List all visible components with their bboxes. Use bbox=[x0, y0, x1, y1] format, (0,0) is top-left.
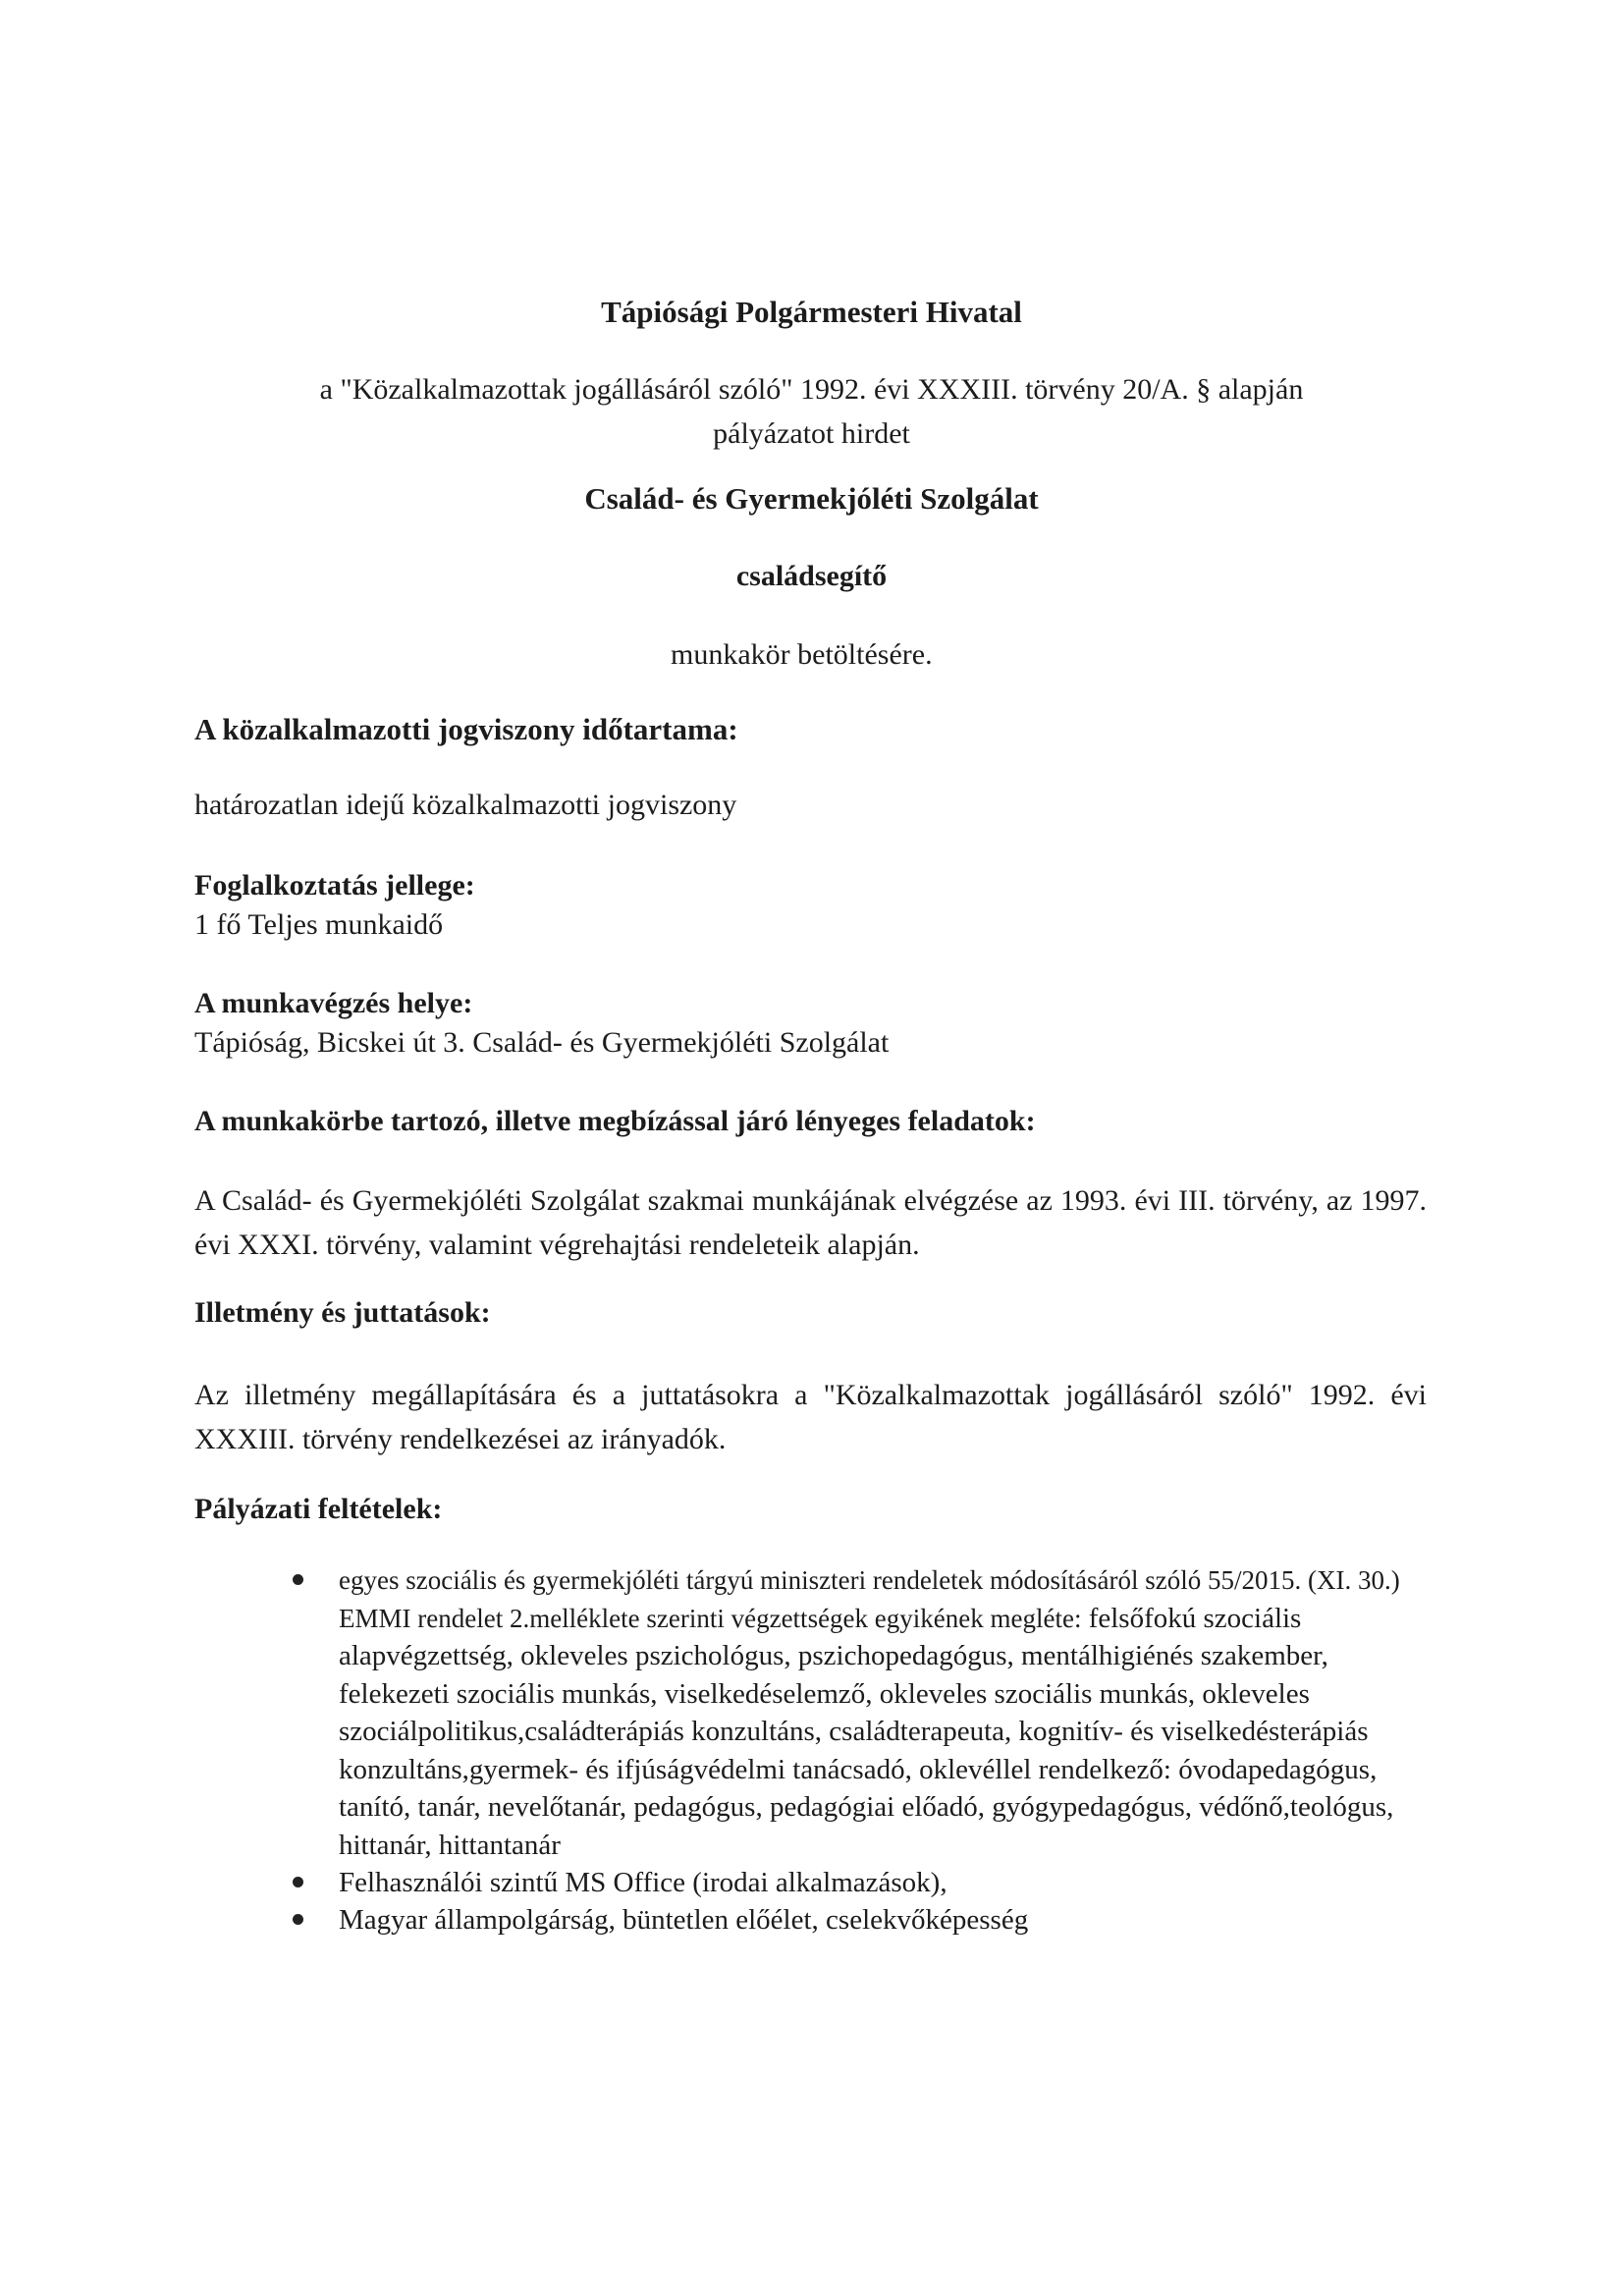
list-item bbox=[339, 1864, 1443, 1901]
organization-name: Család- és Gyermekjóléti Szolgálat bbox=[584, 481, 1039, 516]
employment-value: 1 fő Teljes munkaidő bbox=[194, 908, 444, 941]
list-item bbox=[339, 1561, 1443, 1864]
duration-value: határozatlan idejű közalkalmazotti jogviszony bbox=[194, 789, 737, 821]
tasks-heading: A munkakörbe tartozó, illetve megbízással járó lényeges feladatok: bbox=[194, 1105, 1036, 1137]
position-name: családsegítő bbox=[735, 560, 888, 592]
bullet-icon bbox=[293, 1914, 303, 1925]
intro-line-2: pályázatot hirdet bbox=[713, 417, 910, 450]
bullet-icon bbox=[293, 1574, 303, 1585]
salary-paragraph: Az illetmény megállapítására és a juttatásokra a "Közalkalmazottak jogállásáról szóló" 1992. évi XXXIII. törvény rendelkezései az irányadók. bbox=[194, 1379, 1427, 1455]
place-heading: A munkavégzés helye: bbox=[194, 987, 473, 1019]
page-title: Tápiósági Polgármesteri Hivatal bbox=[601, 295, 1022, 329]
place-value: Tápióság, Bicskei út 3. Család- és Gyermekjóléti Szolgálat bbox=[194, 1026, 890, 1059]
conditions-list bbox=[339, 1561, 1443, 1939]
bullet-icon bbox=[293, 1877, 303, 1887]
salary-heading: Illetmény és juttatások: bbox=[194, 1296, 491, 1329]
intro-line-1: a "Közalkalmazottak jogállásáról szóló" 1992. évi XXXIII. törvény 20/A. § alapján bbox=[319, 373, 1304, 406]
list-item-intro: egyes szociális és gyermekjóléti tárgyú miniszteri rendeletek módosításáról szóló 55/2015. (XI. 30.) EMMI rendelet 2.melléklete szerinti végzettségek egyikének megléte: bbox=[339, 1565, 1400, 1633]
list-item-text: Felhasználói szintű MS Office (irodai alkalmazások), bbox=[339, 1867, 947, 1898]
tasks-paragraph: A Család- és Gyermekjóléti Szolgálat szakmai munkájának elvégzése az 1993. évi III. törvény, az 1997. évi XXXI. törvény, valamint végrehajtási rendeleteik alapján. bbox=[194, 1184, 1427, 1261]
conditions-heading: Pályázati feltételek: bbox=[194, 1493, 443, 1525]
fill-text: munkakör betöltésére. bbox=[671, 638, 933, 671]
duration-heading: A közalkalmazotti jogviszony időtartama: bbox=[194, 712, 738, 746]
list-item-text: Magyar állampolgárság, büntetlen előélet, cselekvőképesség bbox=[339, 1904, 1029, 1936]
employment-heading: Foglalkoztatás jellege: bbox=[194, 869, 475, 902]
list-item bbox=[339, 1901, 1443, 1939]
list-item-text: felsőfokú szociális alapvégzettség, okleveles pszichológus, pszichopedagógus, mentálhigiénés szakember, felekezeti szociális munkás, viselkedéselemző, okleveles szociális munkás, okleveles szociálpolitikus,családterápiás konzultáns, családterapeuta, kognitív- és viselkedésterápiás konzultáns,gyermek- és ifjúságvédelmi tanácsadó, oklevéllel rendelkező: óvodapedagógus, tanító, tanár, nevelőtanár, pedagógus, pedagógiai előadó, gyógypedagógus, védőnő,teológus, hittanár, hittantanár bbox=[339, 1602, 1394, 1861]
